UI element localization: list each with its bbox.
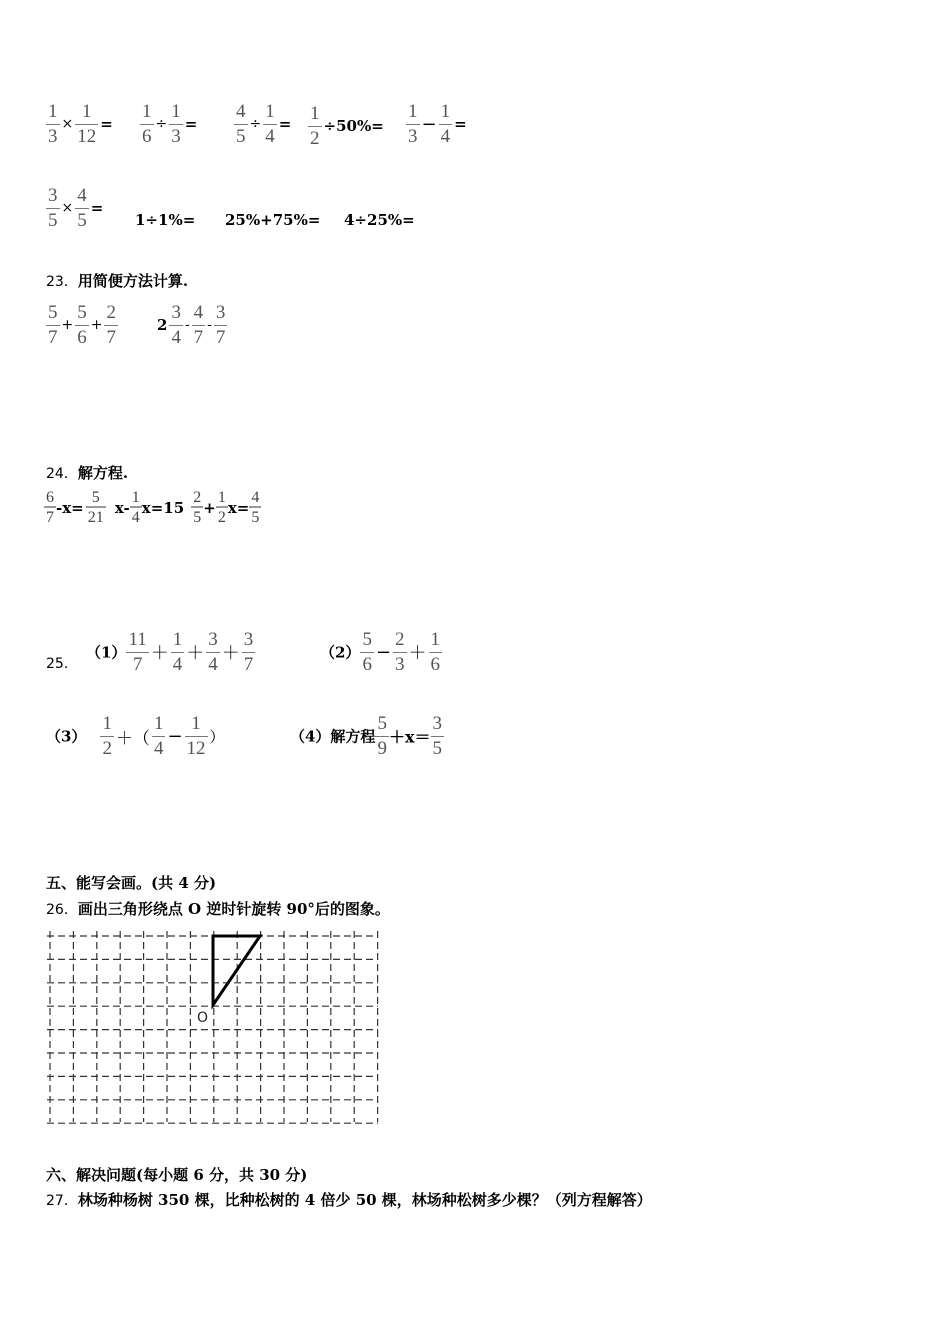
- q26-text: 26．画出三角形绕点 O 逆时针旋转 90°后的图象。: [46, 900, 390, 918]
- row1-expr-3: $\frac{4}{5}$ ÷ $\frac{1}{4}$ =: [236, 101, 292, 147]
- q25-part-1: （1） $\frac{11}{7}$ ＋ $\frac{1}{4}$ ＋ $\frac{3}{4}$ ＋ $\frac{3}{7}$: [86, 629, 254, 675]
- row1-expr-1: $\frac{1}{3}$ × $\frac{1}{12}$ =: [48, 101, 113, 147]
- rotation-grid: [47, 929, 381, 1125]
- point-o-label: O: [197, 1010, 209, 1026]
- row2-expr-3: 25%+75%=: [225, 211, 321, 229]
- q23-expr-1: $\frac{5}{7}$ + $\frac{5}{6}$ + $\frac{2}{7}$: [48, 302, 116, 348]
- row2-expr-4: 4÷25%=: [344, 211, 415, 229]
- q25-part-4: （4）解方程 $\frac{5}{9}$ ＋x＝ $\frac{3}{5}$: [290, 713, 442, 759]
- q25-part-3: （3） $\frac{1}{2}$ ＋（ $\frac{1}{4}$ − $\frac{1}{12}$ ）: [46, 713, 225, 759]
- section5-title: 五、能写会画。(共 4 分): [46, 874, 217, 892]
- row1-expr-5: $\frac{1}{3}$ − $\frac{1}{4}$ =: [408, 101, 467, 147]
- row1-expr-2: $\frac{1}{6}$ ÷ $\frac{1}{3}$ =: [142, 101, 198, 147]
- q23-expr-2: 2 $\frac{3}{4}$ - $\frac{4}{7}$ - $\frac{3}{7}$: [157, 302, 226, 348]
- section6-title: 六、解决问题(每小题 6 分，共 30 分): [46, 1166, 308, 1184]
- row2-expr-1: $\frac{3}{5}$ × $\frac{4}{5}$ =: [48, 185, 104, 231]
- q25-part-2: （2） $\frac{5}{6}$ − $\frac{2}{3}$ ＋ $\frac{1}{6}$: [320, 629, 441, 675]
- q27-text: 27．林场种杨树 350 棵，比种松树的 4 倍少 50 棵，林场种松树多少棵？（列方程解答）: [46, 1191, 652, 1209]
- triangle: [213, 936, 260, 1005]
- row1-expr-4: $\frac{1}{2}$ ÷50%=: [310, 103, 384, 149]
- q23-title: 23．用简便方法计算.: [46, 272, 189, 290]
- q25-number: 25．: [46, 656, 78, 672]
- q24-title: 24．解方程.: [46, 464, 129, 482]
- q24-equations: $\frac{6}{7}$ -x= $\frac{5}{21}$ x- $\frac{1}{4}$ x=15 $\frac{2}{5}$ + $\frac{1}{2}$ x= $\frac{4}{5}$: [46, 489, 260, 526]
- row2-expr-2: 1÷1%=: [135, 211, 196, 229]
